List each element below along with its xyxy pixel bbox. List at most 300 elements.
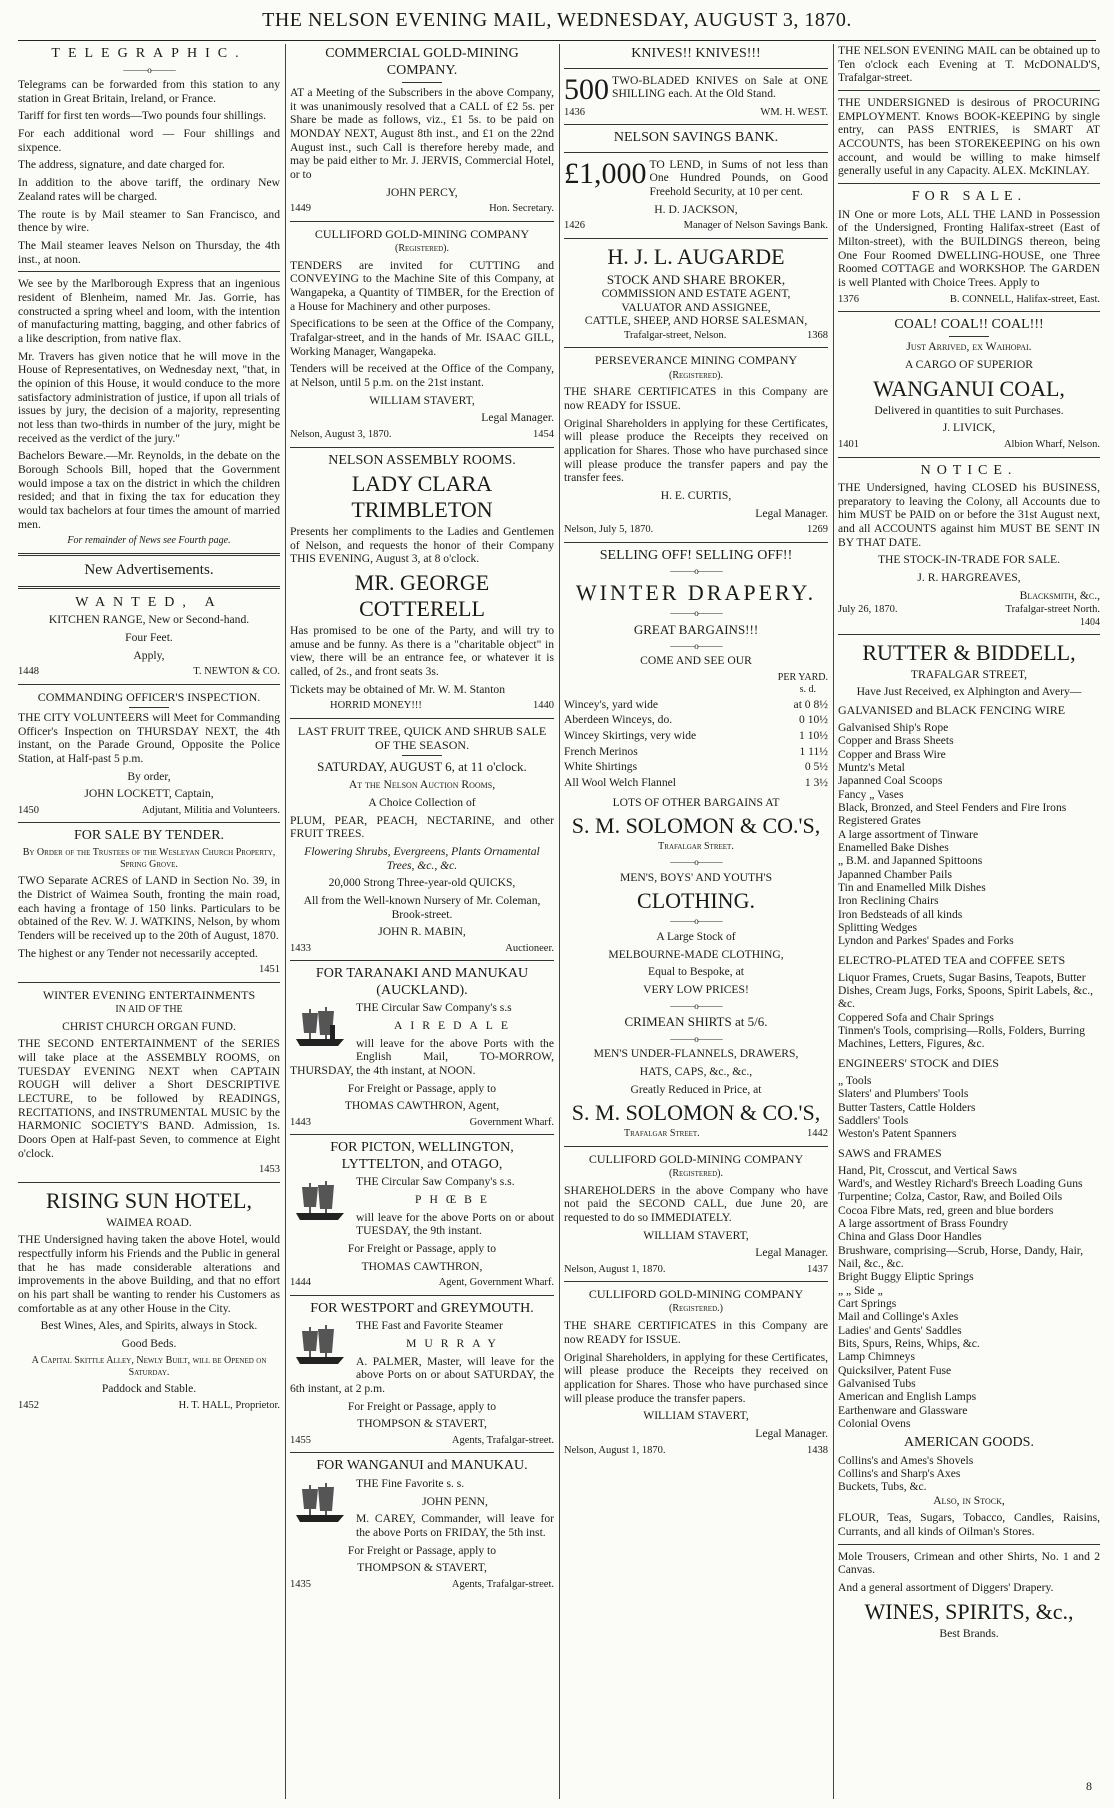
cl-stock: A Large Stock of	[656, 930, 736, 944]
ship-icon	[290, 1003, 350, 1049]
ad-number: 1438	[807, 1444, 828, 1456]
nem-notice: THE NELSON EVENING MAIL can be obtained up to Ten o'clock each Evening at T. McDONALD'S, Trafalgar-street.	[838, 44, 1100, 85]
ad-number: 1440	[533, 700, 554, 712]
ad-number: 1435	[290, 1579, 311, 1590]
picton-l1: THE Circular Saw Company's s.s.	[356, 1175, 515, 1189]
list-item: Cart Springs	[838, 1296, 897, 1310]
fruit-body: PLUM, PEAR, PEACH, NECTARINE, and other FRUIT TREES.	[290, 813, 554, 841]
divider	[18, 822, 280, 823]
price-row	[564, 729, 828, 743]
rb-electro: ELECTRO-PLATED TEA and COFFEE SETS	[838, 952, 1066, 967]
goods-list	[838, 721, 1100, 948]
tender-by: By Order of the Trustees of the Wesleyan Church Property, Spring Grove.	[22, 846, 276, 870]
list-item: Colonial Ovens	[838, 1416, 911, 1430]
fruit-title: LAST FRUIT TREE, QUICK AND SHRUB SALE OF THE SEASON.	[297, 723, 547, 752]
divider	[838, 90, 1100, 91]
tele-paragraph: Tariff for first ten words—Two pounds four shillings.	[18, 109, 267, 123]
taranaki-l1: THE Circular Saw Company's s.s	[356, 1001, 512, 1015]
tele-paragraph: The address, signature, and date charged for.	[18, 158, 225, 172]
list-item: Mail and Collinge's Axles	[838, 1310, 959, 1324]
ad-signature: Agent, Government Wharf.	[438, 1277, 554, 1289]
westport-ship: MURRAY	[406, 1337, 504, 1351]
list-item: Collins's and Sharp's Axes	[838, 1467, 961, 1481]
culliford-reg: (Registered).	[395, 242, 449, 254]
fruit-coll: A Choice Collection of	[368, 795, 476, 809]
wanganui-title: FOR WANGANUI and MANUKAU.	[316, 1458, 528, 1474]
ad-footer	[290, 1435, 554, 1447]
cgm-title: COMMERCIAL GOLD-MINING COMPANY.	[325, 46, 519, 78]
ad-number: 1453	[259, 1164, 280, 1176]
list-item: Bits, Spurs, Reins, Whips, &c.	[838, 1336, 980, 1350]
ad-number: 1436	[564, 106, 585, 118]
culliford-spec: Specifications to be seen at the Office of the Company, Trafalgar-street, and in the hands of Mr. ISAAC GILL, Working Manager, Wangapeka.	[290, 317, 554, 358]
cl-crimean: CRIMEAN SHIRTS at 5/6.	[624, 1014, 768, 1030]
column-4	[838, 44, 1100, 1799]
wanted-apply: Apply,	[133, 648, 165, 662]
price-value: 0 5½	[804, 760, 828, 774]
divider	[564, 152, 828, 153]
list-item: Tinmen's Tools, comprising—Rolls, Folders, Burring Machines, Letters, Figures, &c.	[838, 1024, 1086, 1051]
culliford3-name: WILLIAM STAVERT,	[643, 1409, 749, 1423]
assembly-horrid: HORRID MONEY!!!	[330, 700, 422, 712]
bank-title: NELSON SAVINGS BANK.	[613, 130, 779, 146]
ad-footer	[290, 943, 554, 955]
ship-icon	[290, 1321, 350, 1367]
list-item: Lamp Chimneys	[838, 1350, 915, 1364]
rising-paddock: Paddock and Stable.	[101, 1382, 197, 1396]
picton-ship: PHŒBE	[415, 1193, 495, 1207]
list-item: Turpentine; Colza, Castor, Raw, and Boiled Oils	[838, 1190, 1063, 1204]
selling-off-title: SELLING OFF! SELLING OFF!!	[599, 547, 793, 563]
wanganui-freight: For Freight or Passage, apply to	[347, 1543, 497, 1557]
ad-footer	[838, 294, 1100, 306]
ad-signature: Hon. Secretary.	[489, 203, 554, 215]
ad-number: 1452	[18, 1400, 39, 1412]
assembly-body2: Has promised to be one of the Party, and will try to amuse and be funny. As there is a "charitable object" in view, there will be an entrance fee, or whatever it is called, of 2s., and front seats 3s.	[290, 623, 554, 678]
ad-date: Nelson, August 1, 1870.	[564, 1444, 666, 1456]
list-item: Galvanised Tubs	[838, 1376, 916, 1390]
ad-number: 1426	[564, 220, 585, 232]
ad-footer	[564, 1128, 828, 1140]
list-item: Butter Tasters, Cattle Holders	[838, 1100, 976, 1114]
ad-number: 1437	[807, 1263, 828, 1275]
westport-name: THOMPSON & STAVERT,	[357, 1417, 487, 1431]
ad-footer	[564, 524, 828, 536]
list-item: Collins's and Ames's Shovels	[838, 1453, 974, 1467]
ad-footer	[838, 439, 1100, 451]
list-item: Ward's, and Westley Richard's Breech Loading Guns	[838, 1177, 1083, 1190]
divider	[564, 68, 828, 69]
list-item: Ladies' and Gents' Saddles	[838, 1323, 962, 1337]
ad-number: 1451	[259, 964, 280, 976]
coal-cargo: A CARGO OF SUPERIOR	[905, 358, 1033, 372]
taranaki-name: THOMAS CAWTHRON, Agent,	[344, 1099, 500, 1113]
westport-l1: THE Fast and Favorite Steamer	[356, 1319, 503, 1333]
taranaki-freight: For Freight or Passage, apply to	[347, 1081, 497, 1095]
list-item: Splitting Wedges	[838, 920, 918, 934]
price-item: White Shirtings	[564, 760, 638, 774]
tele-paragraph: Telegrams can be forwarded from this station to any station in Great Britain, Ireland, or France.	[18, 78, 280, 105]
ad-number: 1376	[838, 293, 859, 305]
taranaki-ship: AIREDALE	[394, 1019, 516, 1033]
ad-date: July 26, 1870.	[838, 604, 898, 616]
tele-paragraph: For each additional word — Four shillings and sixpence.	[18, 127, 280, 154]
cgm-name: JOHN PERCY,	[386, 185, 458, 199]
rb-best: Best Brands.	[939, 1626, 999, 1640]
culliford3-body2: Original Shareholders, in applying for these Certificates, will please produce the Receipts they received on application for Shares. Those who have purchased since will please produce the transfer papers.	[564, 1350, 828, 1405]
divider	[18, 586, 280, 589]
telegraphic-title: TELEGRAPHIC.	[51, 46, 247, 61]
wd-per-yard: PER YARD.	[777, 672, 828, 684]
list-item: Registered Grates	[838, 814, 921, 828]
ad-signature: Agents, Trafalgar-street.	[451, 1579, 554, 1590]
cl-equal: Equal to Bespoke, at	[648, 965, 744, 979]
winter-fund: CHRIST CHURCH ORGAN FUND.	[62, 1019, 236, 1033]
list-item: Quicksilver, Patent Fuse	[838, 1363, 952, 1377]
culliford3-reg: (Registered.)	[669, 1303, 723, 1315]
ornament	[564, 566, 828, 577]
divider	[564, 347, 828, 348]
tender-note: The highest or any Tender not necessarily accepted.	[18, 946, 258, 960]
ad-date: Nelson, July 5, 1870.	[564, 524, 654, 536]
news-paragraph: Bachelors Beware.—Mr. Reynolds, in the debate on the Borough Schools Bill, hoped that the Government would impose a tax on the district in which the children resided; and that in fixing the tax for education they would tax bachelors at four times the amount of married men.	[18, 449, 280, 531]
rb-engineers: ENGINEERS' STOCK and DIES	[838, 1055, 999, 1070]
culliford-recv: Tenders will be received at the Office of the Company, at Nelson, until 5 p.m. on the 21st instant.	[290, 362, 554, 390]
notice-smith: Blacksmith, &c.,	[1019, 588, 1100, 602]
assembly-mr: MR. GEORGE COTTERELL	[354, 569, 490, 621]
list-item: China and Glass Door Handles	[838, 1230, 982, 1244]
wd-bargains: GREAT BARGAINS!!!	[633, 621, 759, 637]
notice-name: J. R. HARGREAVES,	[917, 571, 1021, 585]
ad-footer	[564, 330, 828, 342]
price-item: Aberdeen Winceys, do.	[564, 713, 673, 727]
perseverance-title: PERSEVERANCE MINING COMPANY	[594, 353, 798, 368]
rb-saws: SAWS and FRAMES	[838, 1145, 942, 1160]
cl-men: MEN'S, BOYS' AND YOUTH'S	[619, 870, 773, 884]
divider	[564, 1281, 828, 1282]
ad-number: 1450	[18, 804, 39, 816]
ad-footer	[564, 220, 828, 232]
list-item: Iron Reclining Chairs	[838, 894, 939, 908]
rb-received: Have Just Received, ex Alphington and Avery—	[856, 685, 1082, 699]
divider	[290, 1452, 554, 1453]
list-item: A large assortment of Brass Foundry	[838, 1216, 1009, 1230]
coi-order: By order,	[127, 769, 171, 783]
wanted-line: KITCHEN RANGE, New or Second-hand.	[48, 613, 250, 627]
list-item: American and English Lamps	[838, 1390, 977, 1404]
hjl-line: VALUATOR AND ASSIGNEE,	[621, 300, 771, 314]
perseverance-name: H. E. CURTIS,	[660, 489, 732, 503]
clothing-title: CLOTHING.	[637, 888, 755, 914]
divider	[838, 634, 1100, 635]
fruit-date: SATURDAY, AUGUST 6, at 11 o'clock.	[317, 758, 527, 774]
list-item: Copper and Brass Wire	[838, 747, 946, 761]
ship-icon	[290, 1479, 350, 1525]
price-item: French Merinos	[564, 744, 638, 758]
divider	[838, 1544, 1100, 1545]
price-row	[564, 745, 828, 759]
divider	[18, 271, 280, 272]
wd-sd: s. d.	[799, 683, 816, 695]
fruit-sig: JOHN R. MABIN,	[378, 925, 466, 939]
column-rule	[559, 44, 560, 1799]
list-item: Weston's Patent Spanners	[838, 1127, 957, 1141]
goods-list	[838, 1074, 1100, 1141]
price-row	[564, 698, 828, 712]
divider	[290, 447, 554, 448]
page-number: 8	[1086, 1779, 1092, 1793]
bank-name: H. D. JACKSON,	[654, 202, 738, 216]
notice-addr: Trafalgar-street North.	[1005, 604, 1100, 616]
ad-footer	[564, 1264, 828, 1276]
cl-reduced: Greatly Reduced in Price, at	[630, 1082, 762, 1096]
price-list	[564, 698, 828, 790]
news-continuation: For remainder of News see Fourth page.	[67, 535, 231, 547]
ad-number: 1433	[290, 942, 311, 954]
price-value: at 0 8½	[793, 697, 828, 711]
notice-title: NOTICE.	[920, 462, 1018, 478]
hjl-line: COMMISSION AND ESTATE AGENT,	[601, 287, 791, 301]
wanted-line: Four Feet.	[125, 630, 173, 644]
ad-date: Nelson, August 1, 1870.	[564, 1263, 666, 1275]
taranaki-l2: will leave for the above Ports with the English Mail, TO-MORROW, THURSDAY, the 4th instant, at NOON.	[290, 1036, 554, 1078]
knives-body: TWO-BLADED KNIVES on Sale at ONE SHILLING each. At the Old Stand.	[612, 73, 828, 101]
column-3	[564, 44, 828, 1799]
rising-skittle: A Capital Skittle Alley, Newly Built, will be Opened on Saturday.	[31, 1354, 267, 1378]
notice-body: THE Undersigned, having CLOSED his BUSINESS, preparatory to leaving the Colony, all Accounts due to him MUST be PAID on or before the 31st August next, and all ACCOUNTS against him MUST BE SENT IN BY THAT DATE.	[838, 481, 1100, 549]
list-item: Muntz's Metal	[838, 761, 905, 774]
westport-l2: A. PALMER, Master, will leave for the above Ports on or about SATURDAY, the 6th instant, at 2 p.m.	[290, 1354, 554, 1396]
column-1	[18, 44, 280, 1799]
masthead: THE NELSON EVENING MAIL, WEDNESDAY, AUGUST 3, 1870.	[262, 9, 852, 31]
ad-footer	[564, 107, 828, 119]
divider	[564, 238, 828, 239]
fruit-flow: Flowering Shrubs, Evergreens, Plants Ornamental Trees, &c., &c.	[304, 844, 540, 872]
rising-sun-title: RISING SUN HOTEL,	[46, 1187, 252, 1213]
wd-lots: LOTS OF OTHER BARGAINS AT	[612, 795, 780, 809]
coi-title: COMMANDING OFFICER'S INSPECTION.	[37, 689, 261, 704]
rb-mole: Mole Trousers, Crimean and other Shirts, No. 1 and 2 Canvas.	[838, 1549, 1100, 1577]
rising-beds: Good Beds.	[121, 1337, 177, 1351]
price-value: 1 10½	[799, 729, 828, 743]
ad-footer	[18, 964, 280, 976]
perseverance-role: Legal Manager.	[755, 506, 828, 520]
coal-arrived: Just Arrived, ex Waihopai.	[906, 340, 1032, 354]
hjl-line: STOCK AND SHARE BROKER,	[606, 271, 786, 287]
list-item: „ Tools	[838, 1073, 872, 1087]
ornament	[564, 857, 828, 868]
culliford-body: TENDERS are invited for CUTTING and CONVEYING to the Machine Site of this Company, at Wangapeka, a Quantity of TIMBER, for the Erection of a House for Machinery and other purposes.	[290, 258, 554, 313]
for-sale-title: FOR SALE.	[911, 189, 1027, 205]
culliford3-role: Legal Manager.	[755, 1426, 828, 1440]
perseverance-body2: Original Shareholders in applying for these Certificates, will please produce the Receipts they received on application for Shares. Those who have purchased since will please produce the transfer papers and pay the transfer fees.	[564, 416, 828, 485]
ad-footer	[290, 1579, 554, 1591]
rising-wines: Best Wines, Ales, and Spirits, always in Stock.	[40, 1319, 258, 1333]
undersigned-notice: THE UNDERSIGNED is desirous of PROCURING EMPLOYMENT. Knows BOOK-KEEPING by single entry, can PASS ENTRIES, is SMART AT ACCOUNTS, has been STOREKEEPING on his own account, and would be willing to make himself generally useful in any Capacity. ALEX. McKINLAY.	[838, 96, 1100, 178]
tele-paragraph: The route is by Mail steamer to San Francisco, and thence by wire.	[18, 207, 280, 235]
hjl-addr: Trafalgar-street, Nelson.	[624, 330, 727, 342]
wanganui-l1: THE Fine Favorite s. s.	[356, 1476, 465, 1490]
wanganui-name: THOMPSON & STAVERT,	[357, 1561, 487, 1575]
rb-street: TRAFALGAR STREET,	[910, 667, 1028, 681]
ornament	[564, 608, 828, 619]
ad-footer	[290, 203, 554, 215]
coi-name: JOHN LOCKETT, Captain,	[84, 787, 214, 801]
culliford2-name: WILLIAM STAVERT,	[643, 1228, 749, 1242]
culliford-name: WILLIAM STAVERT,	[369, 393, 475, 407]
picton-l2: will leave for the above Ports on or about TUESDAY, the 9th instant.	[356, 1210, 554, 1238]
ornament	[18, 65, 280, 76]
assembly-lady: LADY CLARA TRIMBLETON	[351, 471, 493, 522]
culliford3-title: CULLIFORD GOLD-MINING COMPANY	[588, 1287, 804, 1302]
culliford2-reg: (Registered).	[669, 1167, 723, 1179]
short-rule	[402, 82, 442, 83]
goods-list	[838, 1454, 1100, 1494]
coal-title: COAL! COAL!! COAL!!!	[894, 316, 1044, 332]
cl-under: MEN'S UNDER-FLANNELS, DRAWERS,	[593, 1047, 799, 1061]
rising-sun-sub: WAIMEA ROAD.	[106, 1215, 192, 1229]
solomon-addr: Trafalgar Street.	[658, 841, 734, 853]
tender-body: TWO Separate ACRES of LAND in Section No. 39, in the District of Waimea South, fronting the main road, each having a frontage of 150 links. Particulars to be obtained of the Rev. W. J. WATKINS, Nelson, by whom Tenders will be received up to the 20th of August, 1870.	[18, 874, 280, 943]
ad-signature: Agents, Trafalgar-street.	[451, 1435, 554, 1447]
list-item: Coppered Sofa and Chair Springs	[838, 1010, 994, 1024]
perseverance-body: THE SHARE CERTIFICATES in this Company are now READY for ISSUE.	[564, 385, 828, 413]
short-rule	[402, 755, 442, 756]
price-item: Wincey's, yard wide	[564, 697, 659, 711]
list-item: Cocoa Fibre Mats, red, green and blue borders	[838, 1203, 1054, 1217]
coi-body: THE CITY VOLUNTEERS will Meet for Commanding Officer's Inspection on THURSDAY NEXT, the 4th instant, on the Parade Ground, Opposite the Police Station, at Half-past 5 p.m.	[18, 710, 280, 765]
goods-list	[838, 1164, 1100, 1431]
winter-drapery-title: WINTER DRAPERY.	[575, 579, 817, 605]
rb-and: And a general assortment of Diggers' Drapery.	[838, 1581, 1054, 1595]
bank-body: TO LEND, in Sums of not less than One Hundred Pounds, on Good Freehold Security, at 10 per cent.	[649, 157, 828, 199]
cl-low: VERY LOW PRICES!	[643, 983, 749, 997]
price-value: 0 10½	[799, 713, 828, 727]
price-value: 1 11½	[799, 744, 828, 758]
ad-footer	[18, 1400, 280, 1412]
list-item: Lyndon and Parkes' Spades and Forks	[838, 934, 1014, 948]
assembly-tickets: Tickets may be obtained of Mr. W. M. Stanton	[290, 682, 506, 696]
cl-melb: MELBOURNE-MADE CLOTHING,	[608, 947, 784, 961]
divider	[564, 1146, 828, 1147]
rising-sun-body: THE Undersigned having taken the above Hotel, would respectfully inform his Friends and the Public in general that he has made considerable alterations and improvements in the above Building, and that no effort on his part shall be wanting to render his Customers as comfortable as at any other House in the City.	[18, 1233, 280, 1315]
ad-footer	[564, 1445, 828, 1457]
divider	[290, 1134, 554, 1135]
list-item: Liquor Frames, Cruets, Sugar Basins, Teapots, Butter Dishes, Cream Jugs, Forks, Spoons, Spirit Labels, &c., &c.	[838, 970, 1094, 1011]
list-item: Copper and Brass Sheets	[838, 734, 954, 748]
ad-number: 1442	[807, 1128, 828, 1140]
list-item: Japanned Chamber Pails	[838, 867, 952, 881]
westport-title: FOR WESTPORT and GREYMOUTH.	[310, 1300, 534, 1316]
price-item: Wincey Skirtings, very wide	[564, 729, 697, 743]
ship-icon	[290, 1177, 350, 1223]
divider	[564, 124, 828, 125]
divider	[838, 311, 1100, 312]
list-item: Enamelled Bake Dishes	[838, 840, 949, 854]
bank-big: £1,000	[564, 156, 647, 190]
price-value: 1 3½	[804, 776, 828, 790]
divider	[838, 183, 1100, 184]
ad-number: 1368	[807, 330, 828, 342]
culliford2-role: Legal Manager.	[755, 1246, 828, 1260]
price-item: All Wool Welch Flannel	[564, 776, 677, 790]
tele-paragraph: The Mail steamer leaves Nelson on Thursday, the 4th inst., at noon.	[18, 238, 280, 266]
culliford-role: Legal Manager.	[481, 411, 554, 425]
ad-signature: Government Wharf.	[469, 1117, 554, 1129]
ad-number: 1455	[290, 1435, 311, 1447]
list-item: Black, Bronzed, and Steel Fenders and Fire Irons	[838, 800, 1067, 814]
divider	[290, 1295, 554, 1296]
ad-number: 1454	[533, 429, 554, 441]
culliford2-title: CULLIFORD GOLD-MINING COMPANY	[588, 1151, 804, 1166]
divider	[18, 1182, 280, 1183]
price-row	[564, 776, 828, 790]
list-item: Bright Buggy Eliptic Springs	[838, 1270, 974, 1284]
ad-footer	[290, 1277, 554, 1289]
ad-number: 1404	[1080, 616, 1100, 628]
wanganui-ship: JOHN PENN,	[422, 1494, 488, 1508]
coal-delivered: Delivered in quantities to suit Purchases.	[874, 403, 1064, 417]
coal-big: WANGANUI COAL,	[873, 375, 1065, 401]
ad-footer	[18, 666, 280, 678]
cl-hats: HATS, CAPS, &c., &c.,	[639, 1064, 753, 1078]
divider	[290, 960, 554, 961]
fruit-quicks: 20,000 Strong Three-year-old QUICKS,	[328, 876, 516, 890]
hjl-name: H. J. L. AUGARDE	[607, 243, 785, 269]
assembly-title: NELSON ASSEMBLY ROOMS.	[328, 452, 516, 468]
winter-aid: IN AID OF THE	[115, 1003, 183, 1015]
knives-big: 500	[564, 72, 609, 106]
list-item: Galvanised Ship's Rope	[838, 721, 949, 735]
ad-footer	[290, 700, 554, 712]
ad-signature: Adjutant, Militia and Volunteers.	[141, 804, 280, 816]
new-advertisements-heading: New Advertisements.	[84, 562, 214, 579]
divider	[18, 553, 280, 556]
culliford-title: CULLIFORD GOLD-MINING COMPANY	[314, 226, 530, 241]
ad-number: 1448	[18, 666, 39, 678]
list-item: Fancy „ Vases	[838, 787, 904, 801]
rb-galv: GALVANISED and BLACK FENCING WIRE	[838, 702, 1066, 717]
ad-signature: T. NEWTON & CO.	[193, 666, 280, 678]
ad-footer	[290, 1117, 554, 1129]
short-rule	[949, 336, 989, 337]
tender-title: FOR SALE BY TENDER.	[73, 828, 225, 844]
ad-footer	[18, 1164, 280, 1176]
ad-number: 1444	[290, 1277, 311, 1289]
ad-number: 1449	[290, 203, 311, 215]
ad-footer	[838, 604, 1100, 616]
divider	[564, 542, 828, 543]
rb-also: Also, in Stock,	[933, 1493, 1005, 1507]
list-item: Iron Bedsteads of all kinds	[838, 907, 963, 921]
ad-date: Nelson, August 3, 1870.	[290, 429, 392, 441]
ad-footer	[290, 429, 554, 441]
ad-footer	[18, 805, 280, 817]
news-paragraph: We see by the Marlborough Express that an ingenious resident of Blenheim, named Mr. Jas. Gorrie, has constructed a spring wheel and loom, with the intention of manufacturing matting, bagging, and other fabrics of a like description, from native flax.	[18, 277, 280, 345]
coal-name: J. LIVICK,	[942, 421, 996, 435]
rb-wines: WINES, SPIRITS, &c.,	[864, 1598, 1074, 1624]
column-rule	[285, 44, 286, 1799]
ad-signature: Albion Wharf, Nelson.	[1003, 439, 1100, 451]
tele-paragraph: In addition to the above tariff, the ordinary New Zealand rates will be charged.	[18, 176, 280, 203]
list-item: Hand, Pit, Crosscut, and Vertical Saws	[838, 1163, 1017, 1177]
picton-name: THOMAS CAWTHRON,	[361, 1259, 483, 1273]
ad-signature: Auctioneer.	[505, 942, 554, 954]
solomon-name: S. M. SOLOMON & CO.'S,	[571, 813, 821, 839]
hjl-line: CATTLE, SHEEP, AND HORSE SALESMAN,	[584, 314, 808, 328]
winter-body: THE SECOND ENTERTAINMENT of the SERIES will take place at the ASSEMBLY ROOMS, on TUESDAY EVENING NEXT when CAPTAIN ROUGH will deliver a Short DESCRIPTIVE LECTURE, to be followed by READINGS, RECITATIONS, and INSTRUMENTAL MUSIC by the HARMONIC SOCIETY'S BAND. Admission, 1s. Doors Open at Half-past Seven, to commence at Eight o'clock.	[18, 1037, 280, 1160]
for-sale-body: IN One or more Lots, ALL THE LAND in Possession of the Undersigned, Fronting Halifax-street (East of Milton-street), with the BUILDINGS thereon, being One Four Roomed DWELLING-HOUSE, one Three Roomed COTTAGE and WORKSHOP. The GARDEN is well Planted with Choice Trees. Apply to	[838, 207, 1100, 289]
